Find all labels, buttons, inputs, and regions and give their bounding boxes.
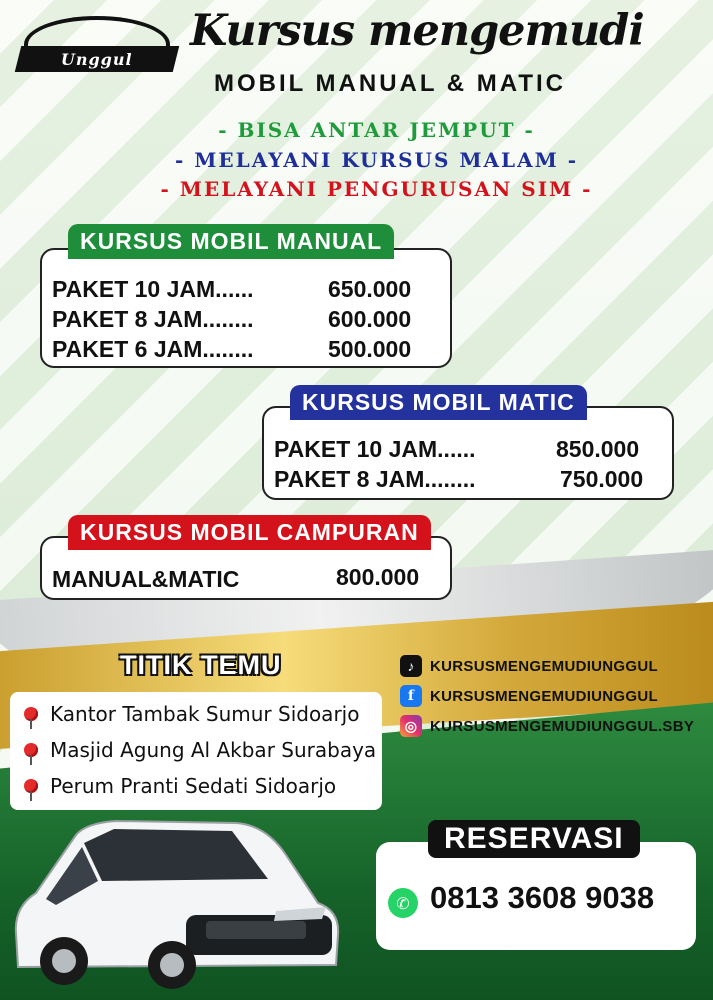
manual-section-title: KURSUS MOBIL MANUAL bbox=[68, 224, 394, 259]
car-silhouette-icon bbox=[24, 16, 170, 50]
package-name: PAKET 10 JAM...... bbox=[274, 436, 476, 462]
location-pin-icon bbox=[24, 743, 38, 757]
location-pin-icon bbox=[24, 779, 38, 793]
package-price: 500.000 bbox=[328, 336, 412, 362]
page-title: Kursus mengemudi bbox=[190, 6, 644, 56]
package-price: 650.000 bbox=[328, 276, 412, 302]
package-price: 600.000 bbox=[328, 306, 412, 332]
package-name: PAKET 8 JAM........ bbox=[52, 306, 254, 332]
package-price: 750.000 bbox=[560, 466, 644, 492]
package-price: 850.000 bbox=[556, 436, 640, 462]
package-name: PAKET 10 JAM...... bbox=[52, 276, 254, 302]
car-image bbox=[6, 815, 342, 990]
matic-section-title: KURSUS MOBIL MATIC bbox=[290, 385, 587, 420]
page-subtitle: MOBIL MANUAL & MATIC bbox=[214, 70, 566, 97]
logo-text: Unggul bbox=[61, 49, 133, 69]
matic-row bbox=[274, 436, 476, 463]
social-instagram[interactable]: ◎ KURSUSMENGEMUDIUNGGUL.SBY bbox=[400, 715, 694, 737]
tiktok-icon: ♪ bbox=[400, 655, 422, 677]
tagline-kursus-malam: - MELAYANI KURSUS MALAM - bbox=[174, 148, 578, 172]
logo bbox=[18, 14, 176, 74]
manual-row bbox=[52, 336, 254, 363]
package-name: PAKET 8 JAM........ bbox=[274, 466, 476, 492]
reservation-phone[interactable]: 0813 3608 9038 bbox=[430, 880, 655, 915]
manual-price-box bbox=[40, 248, 452, 368]
manual-row bbox=[52, 276, 254, 303]
package-price: 800.000 bbox=[336, 564, 420, 590]
facebook-icon: f bbox=[400, 685, 422, 707]
location-pin-icon bbox=[24, 707, 38, 721]
manual-row bbox=[52, 306, 254, 333]
social-tiktok[interactable]: ♪ KURSUSMENGEMUDIUNGGUL bbox=[400, 655, 658, 677]
package-name: PAKET 6 JAM........ bbox=[52, 336, 254, 362]
whatsapp-icon: ✆ bbox=[388, 888, 418, 918]
list-item: Perum Pranti Sedati Sidoarjo bbox=[24, 774, 336, 798]
package-name: MANUAL&MATIC bbox=[52, 566, 240, 592]
matic-price-box bbox=[262, 406, 674, 500]
list-item: Masjid Agung Al Akbar Surabaya bbox=[24, 738, 376, 762]
reservation-label: RESERVASI bbox=[428, 820, 640, 858]
matic-row bbox=[274, 466, 476, 493]
tagline-pengurusan-sim: - MELAYANI PENGURUSAN SIM - bbox=[160, 177, 593, 201]
social-facebook[interactable]: f KURSUSMENGEMUDIUNGGUL bbox=[400, 685, 658, 707]
tagline-antar-jemput: - BISA ANTAR JEMPUT - bbox=[218, 118, 535, 142]
campuran-row bbox=[52, 566, 239, 593]
list-item: Kantor Tambak Sumur Sidoarjo bbox=[24, 702, 359, 726]
instagram-icon: ◎ bbox=[400, 715, 422, 737]
meeting-points-list bbox=[10, 692, 382, 810]
meeting-points-title: TITIK TEMU bbox=[120, 650, 282, 680]
campuran-section-title: KURSUS MOBIL CAMPURAN bbox=[68, 515, 431, 550]
